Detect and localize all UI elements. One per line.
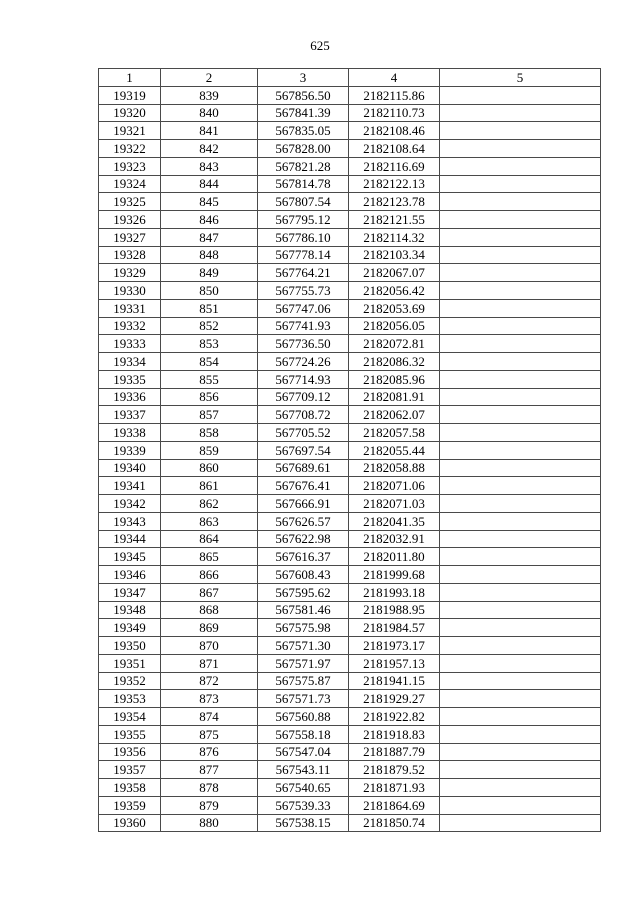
table-cell	[440, 512, 601, 530]
table-row	[99, 140, 601, 158]
table-row	[99, 743, 601, 761]
table-cell	[440, 583, 601, 601]
table-row	[99, 761, 601, 779]
table-cell: 844	[161, 175, 258, 193]
table-cell: 2181922.82	[349, 708, 440, 726]
table-cell: 870	[161, 637, 258, 655]
table-cell: 19344	[99, 530, 161, 548]
table-row	[99, 335, 601, 353]
table-cell: 19353	[99, 690, 161, 708]
table-cell: 19343	[99, 512, 161, 530]
table-row	[99, 370, 601, 388]
column-header: 2	[161, 69, 258, 87]
table-cell: 19345	[99, 548, 161, 566]
table-cell	[440, 814, 601, 832]
table-row	[99, 779, 601, 797]
table-cell: 2182071.06	[349, 477, 440, 495]
table-cell	[440, 796, 601, 814]
table-cell: 2181941.15	[349, 672, 440, 690]
table-row	[99, 814, 601, 832]
table-row	[99, 690, 601, 708]
table-cell	[440, 495, 601, 513]
table-cell: 854	[161, 353, 258, 371]
table-cell: 2182108.46	[349, 122, 440, 140]
table-cell	[440, 530, 601, 548]
table-cell: 567714.93	[258, 370, 349, 388]
table-cell	[440, 424, 601, 442]
table-cell: 19357	[99, 761, 161, 779]
table-row	[99, 566, 601, 584]
table-cell	[440, 441, 601, 459]
table-cell	[440, 282, 601, 300]
table-cell: 2182056.05	[349, 317, 440, 335]
table-row	[99, 388, 601, 406]
table-cell: 567709.12	[258, 388, 349, 406]
table-cell: 2182116.69	[349, 157, 440, 175]
table-cell	[440, 157, 601, 175]
table-cell: 567571.73	[258, 690, 349, 708]
table-cell: 2182114.32	[349, 228, 440, 246]
table-cell: 19359	[99, 796, 161, 814]
table-row	[99, 672, 601, 690]
table-cell	[440, 246, 601, 264]
table-cell: 2182115.86	[349, 86, 440, 104]
table-cell: 871	[161, 654, 258, 672]
table-cell: 567841.39	[258, 104, 349, 122]
column-header: 3	[258, 69, 349, 87]
table-cell: 19337	[99, 406, 161, 424]
table-cell: 874	[161, 708, 258, 726]
table-cell: 567835.05	[258, 122, 349, 140]
table-cell: 19360	[99, 814, 161, 832]
table-cell: 841	[161, 122, 258, 140]
table-cell: 846	[161, 211, 258, 229]
table-row	[99, 583, 601, 601]
page-number: 625	[310, 38, 330, 53]
table-cell: 863	[161, 512, 258, 530]
table-cell	[440, 406, 601, 424]
table-row	[99, 86, 601, 104]
table-cell: 2181973.17	[349, 637, 440, 655]
table-cell: 567581.46	[258, 601, 349, 619]
table-cell: 866	[161, 566, 258, 584]
table-cell: 19358	[99, 779, 161, 797]
table-cell: 19338	[99, 424, 161, 442]
table-cell: 567764.21	[258, 264, 349, 282]
table-row	[99, 601, 601, 619]
table-cell: 848	[161, 246, 258, 264]
table-cell: 567608.43	[258, 566, 349, 584]
table-cell: 2181993.18	[349, 583, 440, 601]
table-cell: 864	[161, 530, 258, 548]
table-cell	[440, 264, 601, 282]
table-row	[99, 317, 601, 335]
table-cell: 2181918.83	[349, 725, 440, 743]
table-cell: 839	[161, 86, 258, 104]
table-cell	[440, 477, 601, 495]
table-cell: 2181999.68	[349, 566, 440, 584]
table-cell: 567778.14	[258, 246, 349, 264]
table-cell: 2182067.07	[349, 264, 440, 282]
table-body	[99, 86, 601, 832]
table-cell: 19341	[99, 477, 161, 495]
table-cell: 19336	[99, 388, 161, 406]
table-row	[99, 282, 601, 300]
table-cell: 567689.61	[258, 459, 349, 477]
column-header: 4	[349, 69, 440, 87]
table-row	[99, 619, 601, 637]
table-cell: 567571.30	[258, 637, 349, 655]
table-cell: 19327	[99, 228, 161, 246]
table-header-row	[99, 69, 601, 87]
table-cell: 858	[161, 424, 258, 442]
table-cell: 19325	[99, 193, 161, 211]
table-cell: 2181864.69	[349, 796, 440, 814]
table-cell	[440, 459, 601, 477]
table-cell: 19324	[99, 175, 161, 193]
table-cell: 2182062.07	[349, 406, 440, 424]
table-row	[99, 299, 601, 317]
table-row	[99, 104, 601, 122]
table-cell	[440, 637, 601, 655]
table-cell: 852	[161, 317, 258, 335]
column-header: 1	[99, 69, 161, 87]
table-cell: 19340	[99, 459, 161, 477]
table-cell: 567538.15	[258, 814, 349, 832]
table-cell: 19347	[99, 583, 161, 601]
table-cell: 567795.12	[258, 211, 349, 229]
table-cell	[440, 672, 601, 690]
table-cell: 2182057.58	[349, 424, 440, 442]
table-cell: 567547.04	[258, 743, 349, 761]
table-cell: 2182085.96	[349, 370, 440, 388]
table-cell: 845	[161, 193, 258, 211]
table-cell: 19348	[99, 601, 161, 619]
table-cell	[440, 743, 601, 761]
table-cell: 2182108.64	[349, 140, 440, 158]
table-cell: 567747.06	[258, 299, 349, 317]
table-cell: 19335	[99, 370, 161, 388]
table-cell	[440, 690, 601, 708]
table-cell: 2182053.69	[349, 299, 440, 317]
table-cell: 19328	[99, 246, 161, 264]
table-cell: 567622.98	[258, 530, 349, 548]
table-row	[99, 441, 601, 459]
table-cell: 878	[161, 779, 258, 797]
table-cell	[440, 548, 601, 566]
table-cell: 567786.10	[258, 228, 349, 246]
table-cell: 2181957.13	[349, 654, 440, 672]
table-cell: 877	[161, 761, 258, 779]
table-cell: 19329	[99, 264, 161, 282]
column-header: 5	[440, 69, 601, 87]
table-cell: 19320	[99, 104, 161, 122]
table-cell	[440, 388, 601, 406]
table-cell: 19321	[99, 122, 161, 140]
table-cell: 875	[161, 725, 258, 743]
table-cell: 19351	[99, 654, 161, 672]
table-cell: 2181929.27	[349, 690, 440, 708]
table-cell: 567616.37	[258, 548, 349, 566]
table-row	[99, 424, 601, 442]
table-cell: 567560.88	[258, 708, 349, 726]
table-cell: 567755.73	[258, 282, 349, 300]
table-row	[99, 264, 601, 282]
table-cell: 567708.72	[258, 406, 349, 424]
table-cell: 567736.50	[258, 335, 349, 353]
table-cell: 847	[161, 228, 258, 246]
table-cell	[440, 725, 601, 743]
table-cell	[440, 140, 601, 158]
table-cell: 567539.33	[258, 796, 349, 814]
table-row	[99, 157, 601, 175]
table-cell: 19331	[99, 299, 161, 317]
table-cell: 2182121.55	[349, 211, 440, 229]
table-cell: 2181879.52	[349, 761, 440, 779]
coordinates-table	[98, 68, 601, 832]
table-cell	[440, 654, 601, 672]
table-cell	[440, 193, 601, 211]
table-cell: 2181984.57	[349, 619, 440, 637]
table-cell: 2181988.95	[349, 601, 440, 619]
table-cell: 567543.11	[258, 761, 349, 779]
table-row	[99, 246, 601, 264]
table-row	[99, 796, 601, 814]
table-cell	[440, 211, 601, 229]
table-cell: 2182056.42	[349, 282, 440, 300]
table-cell: 19349	[99, 619, 161, 637]
table-cell: 2182110.73	[349, 104, 440, 122]
table-cell	[440, 228, 601, 246]
table-cell: 567666.91	[258, 495, 349, 513]
table-cell: 19354	[99, 708, 161, 726]
table-cell	[440, 370, 601, 388]
table-row	[99, 406, 601, 424]
table-cell: 842	[161, 140, 258, 158]
table-cell: 567705.52	[258, 424, 349, 442]
table-cell: 2182055.44	[349, 441, 440, 459]
table-cell	[440, 299, 601, 317]
table-cell: 2181850.74	[349, 814, 440, 832]
table-cell: 856	[161, 388, 258, 406]
table-cell: 19332	[99, 317, 161, 335]
table-row	[99, 495, 601, 513]
table-cell: 868	[161, 601, 258, 619]
table-row	[99, 175, 601, 193]
table-cell: 859	[161, 441, 258, 459]
table-cell: 567575.87	[258, 672, 349, 690]
table-cell: 876	[161, 743, 258, 761]
table-cell	[440, 86, 601, 104]
table-cell: 19330	[99, 282, 161, 300]
table-cell	[440, 619, 601, 637]
table-cell: 840	[161, 104, 258, 122]
table-row	[99, 548, 601, 566]
table-cell	[440, 779, 601, 797]
table-cell: 862	[161, 495, 258, 513]
table-cell	[440, 566, 601, 584]
table-row	[99, 530, 601, 548]
table-cell	[440, 353, 601, 371]
table-row	[99, 211, 601, 229]
table-cell: 19339	[99, 441, 161, 459]
table-cell: 19355	[99, 725, 161, 743]
table-cell: 861	[161, 477, 258, 495]
table-cell: 567724.26	[258, 353, 349, 371]
table-cell: 19350	[99, 637, 161, 655]
table-cell: 19334	[99, 353, 161, 371]
table-cell: 2182032.91	[349, 530, 440, 548]
table-cell: 2182103.34	[349, 246, 440, 264]
table-cell: 860	[161, 459, 258, 477]
table-cell: 567807.54	[258, 193, 349, 211]
table-cell: 567676.41	[258, 477, 349, 495]
table-cell: 2182081.91	[349, 388, 440, 406]
table-cell	[440, 317, 601, 335]
table-cell: 2182071.03	[349, 495, 440, 513]
table-cell: 869	[161, 619, 258, 637]
table-cell: 879	[161, 796, 258, 814]
table-cell: 867	[161, 583, 258, 601]
table-cell: 19319	[99, 86, 161, 104]
table-cell	[440, 761, 601, 779]
table-cell: 567626.57	[258, 512, 349, 530]
table-cell: 19356	[99, 743, 161, 761]
table-cell: 2182086.32	[349, 353, 440, 371]
table-cell: 19322	[99, 140, 161, 158]
table-cell: 872	[161, 672, 258, 690]
table-cell: 2182072.81	[349, 335, 440, 353]
table-cell: 2182058.88	[349, 459, 440, 477]
table-row	[99, 477, 601, 495]
table-cell: 567814.78	[258, 175, 349, 193]
table-cell: 567828.00	[258, 140, 349, 158]
table-cell: 880	[161, 814, 258, 832]
table-cell: 850	[161, 282, 258, 300]
table-cell	[440, 335, 601, 353]
table-cell: 2182123.78	[349, 193, 440, 211]
table-row	[99, 512, 601, 530]
table-cell: 567741.93	[258, 317, 349, 335]
table-cell: 873	[161, 690, 258, 708]
table-row	[99, 193, 601, 211]
table-cell: 865	[161, 548, 258, 566]
table-cell: 843	[161, 157, 258, 175]
table-cell: 2182041.35	[349, 512, 440, 530]
table-cell: 567856.50	[258, 86, 349, 104]
table-row	[99, 122, 601, 140]
table-cell: 567697.54	[258, 441, 349, 459]
table-cell	[440, 708, 601, 726]
table-row	[99, 637, 601, 655]
table-row	[99, 708, 601, 726]
table-row	[99, 654, 601, 672]
table-cell: 853	[161, 335, 258, 353]
table-cell: 567540.65	[258, 779, 349, 797]
table-cell: 2181887.79	[349, 743, 440, 761]
table-cell: 851	[161, 299, 258, 317]
table-cell: 19352	[99, 672, 161, 690]
table-cell	[440, 122, 601, 140]
table-cell: 567571.97	[258, 654, 349, 672]
table-cell: 567821.28	[258, 157, 349, 175]
table-row	[99, 459, 601, 477]
table-cell: 2181871.93	[349, 779, 440, 797]
table-cell: 567595.62	[258, 583, 349, 601]
table-cell: 567575.98	[258, 619, 349, 637]
table-cell: 19333	[99, 335, 161, 353]
table-cell: 19323	[99, 157, 161, 175]
table-row	[99, 228, 601, 246]
table-row	[99, 353, 601, 371]
table-cell: 849	[161, 264, 258, 282]
table-cell: 2182122.13	[349, 175, 440, 193]
table-cell	[440, 175, 601, 193]
table-cell: 19346	[99, 566, 161, 584]
table-cell: 857	[161, 406, 258, 424]
table-cell	[440, 601, 601, 619]
table-cell: 19326	[99, 211, 161, 229]
table-cell: 567558.18	[258, 725, 349, 743]
table-cell	[440, 104, 601, 122]
table-row	[99, 725, 601, 743]
table-cell: 19342	[99, 495, 161, 513]
table-cell: 855	[161, 370, 258, 388]
table-cell: 2182011.80	[349, 548, 440, 566]
